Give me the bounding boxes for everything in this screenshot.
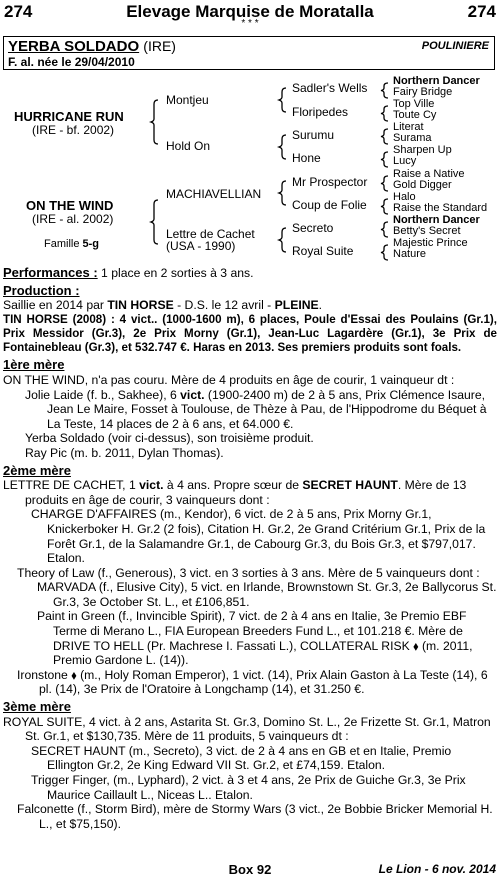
third-dam-produce: SECRET HAUNT (m., Secreto), 3 vict. de 2 à 4 ans en GB et en Italie, Premio Ellington Gr.2, 2e King Edward VII St. Gr.2, et £74,159. Etalon. (31, 743, 452, 773)
g3-item: Coup de Folie (292, 198, 367, 212)
page-header (4, 2, 496, 29)
third-dam-heading: 3ème mère (3, 699, 71, 715)
g4-item: Lucy (393, 155, 417, 167)
dam-family: Famille 5-g (44, 238, 100, 250)
third-dam-produce: Trigger Finger, (m., Lyphard), 2 vict. à 3 et 4 ans, 2e Prix de Guiche Gr.3, 3e Prix Maurice Caillault L., Niceas L.. Etalon. (31, 773, 466, 802)
horse-role: POULINIERE (421, 40, 489, 52)
production-heading: Production : (3, 282, 80, 298)
header-stars: * * * (241, 18, 259, 29)
pedigree-table (0, 72, 500, 264)
first-dam-produce: Yerba Soldado (voir ci-dessus), son troisième produit. (25, 431, 314, 446)
first-dam-produce: Jolie Laide (f. b., Sakhee), 6 vict. (1900-2400 m) de 2 à 5 ans, Prix Clémence Isaure, Jean Le Maire, Fosset à Toulouse, de Thèze à Pau, de l'Hippodrome du Béquet à La Teste, 14 places de 2 à 6 ans, et 64.000 €. (25, 387, 487, 431)
g2-montjeu: Montjeu (166, 93, 209, 107)
g4-item: Halo (393, 191, 416, 203)
g4-item: Nature (393, 248, 427, 260)
third-dam-intro: ROYAL SUITE, 4 vict. à 2 ans, Astarita St. Gr.3, Domino St. L., 2e Frizette St. Gr.1, Matron St. Gr.1, et $130,735. Mère de 11 produits, 5 vainqueurs dt : (3, 714, 491, 744)
first-dam-heading: 1ère mère (3, 357, 65, 373)
horse-title-box (3, 36, 495, 70)
g3-item: Mr Prospector (292, 175, 368, 189)
horse-name: YERBA SOLDADO (IRE) (8, 38, 176, 55)
g4-item: Gold Digger (393, 179, 452, 191)
page-title: Elevage Marquise de Moratalla (126, 2, 374, 21)
g3-item: Secreto (292, 221, 334, 235)
second-dam-heading: 2ème mère (3, 462, 71, 478)
second-dam-intro: LETTRE DE CACHET, 1 vict. à 4 ans. Propre sœur de SECRET HAUNT. Mère de 13 produits en âge de courir, 3 vainqueurs dont : (3, 478, 467, 507)
sire-name: HURRICANE RUN (14, 109, 124, 124)
g4-item: Sharpen Up (393, 144, 452, 156)
g4-item: Surama (393, 132, 432, 144)
third-dam-produce: Falconette (f., Storm Bird), mère de Stormy Wars (3 vict., 2e Bobbie Bricker Memorial H. L., et $75,150). (17, 802, 493, 831)
second-dam-produce: Paint in Green (f., Invincible Spirit), 7 vict. de 2 à 4 ans en Italie, 3e Premio EBF Terme di Merano L., FIA European Breeders Fund L., et 101.218 €. Mère de DRIVE TO HELL (Pr. Machrese I. Fassati L.), COLLATERAL RISK ⬧ (m. 2011, Premio Gardone L. (14)). (37, 609, 473, 668)
g4-item: Top Ville (393, 98, 435, 110)
g3-item: Hone (292, 151, 321, 165)
g4-item: Northern Dancer (393, 214, 480, 226)
second-dam-produce: Theory of Law (f., Generous), 3 vict. en 3 sorties à 3 ans. Mère de 5 vainqueurs dont : (17, 565, 480, 580)
g4-item: Fairy Bridge (393, 86, 453, 98)
horse-birth: F. al. née le 29/04/2010 (8, 55, 135, 69)
g3-item: Royal Suite (292, 244, 354, 258)
page-number-right: 274 (467, 2, 496, 21)
g4-item: Raise a Native (393, 168, 465, 180)
g3-item: Floripedes (292, 105, 349, 119)
g4-item: Betty's Secret (393, 225, 461, 237)
performances: Performances : 1 place en 2 sorties à 3 ans. (3, 265, 254, 280)
g2-machiavellian: MACHIAVELLIAN (166, 187, 262, 201)
g4-item: Northern Dancer (393, 75, 480, 87)
sire-info: (IRE - bf. 2002) (32, 123, 115, 137)
second-dam-produce: MARVADA (f., Elusive City), 5 vict. en Irlande, Brownstown St. Gr.3, 2e Ballycorus St. Gr.3, 3e October St. L., et £106,851. (37, 580, 497, 609)
g2-lettre-de-cachet: Lettre de Cachet (166, 227, 255, 241)
page-footer (4, 862, 496, 878)
g3-item: Surumu (292, 128, 335, 142)
g3-item: Sadler's Wells (292, 81, 368, 95)
dam-info: (IRE - al. 2002) (32, 212, 114, 226)
second-dam-produce: CHARGE D'AFFAIRES (m., Kendor), 6 vict. de 2 à 5 ans, Prix Morny Gr.1, Knickerboker H. Gr.2 (2 fois), Citation H. Gr.2, 2e Grand Critérium Gr.1, Prix de la Forêt Gr.1, de la Salamandre Gr.1, de Cabourg Gr.3, du Bois Gr.3, et $797,017. Etalon. (31, 507, 486, 566)
g4-item: Literat (393, 121, 424, 133)
g2-hold-on: Hold On (166, 139, 211, 153)
page-number-left: 274 (4, 2, 33, 21)
g4-item: Raise the Standard (393, 202, 488, 214)
document-body (3, 266, 497, 831)
box-number: Box 92 (228, 862, 272, 877)
second-dam-produce: Ironstone ⬧ (m., Holy Roman Emperor), 1 vict. (14), Prix Alain Gaston à La Teste (14), 6 pl. (14), 3e Prix de l'Oratoire à Longchamp (14), et 31.250 €. (17, 667, 488, 697)
dam-name: ON THE WIND (26, 198, 114, 213)
g2-lettre-info: (USA - 1990) (166, 239, 236, 253)
production-line: Saillie en 2014 par TIN HORSE - D.S. le 12 avril - PLEINE. (3, 298, 323, 313)
g4-item: Toute Cy (393, 109, 437, 121)
g4-item: Majestic Prince (393, 237, 468, 249)
first-dam-produce: Ray Pic (m. b. 2011, Dylan Thomas). (25, 445, 224, 460)
tin-horse-note: TIN HORSE (2008) : 4 vict.. (1000-1600 m), 6 places, Poule d'Essai des Poulains (Gr.1), Prix Messidor (Gr.3), 2e Prix Morny (Gr.1), Jean-Luc Lagardère (Gr.1), 3e Prix de Fontainebleau (Gr.3), et 532.747 €. Haras en 2013. Ses premiers produits sont foals. (3, 312, 497, 355)
first-dam-intro: ON THE WIND, n'a pas couru. Mère de 4 produits en âge de courir, 1 vainqueur dt : (3, 372, 455, 387)
sale-info: Le Lion - 6 nov. 2014 (378, 862, 496, 876)
